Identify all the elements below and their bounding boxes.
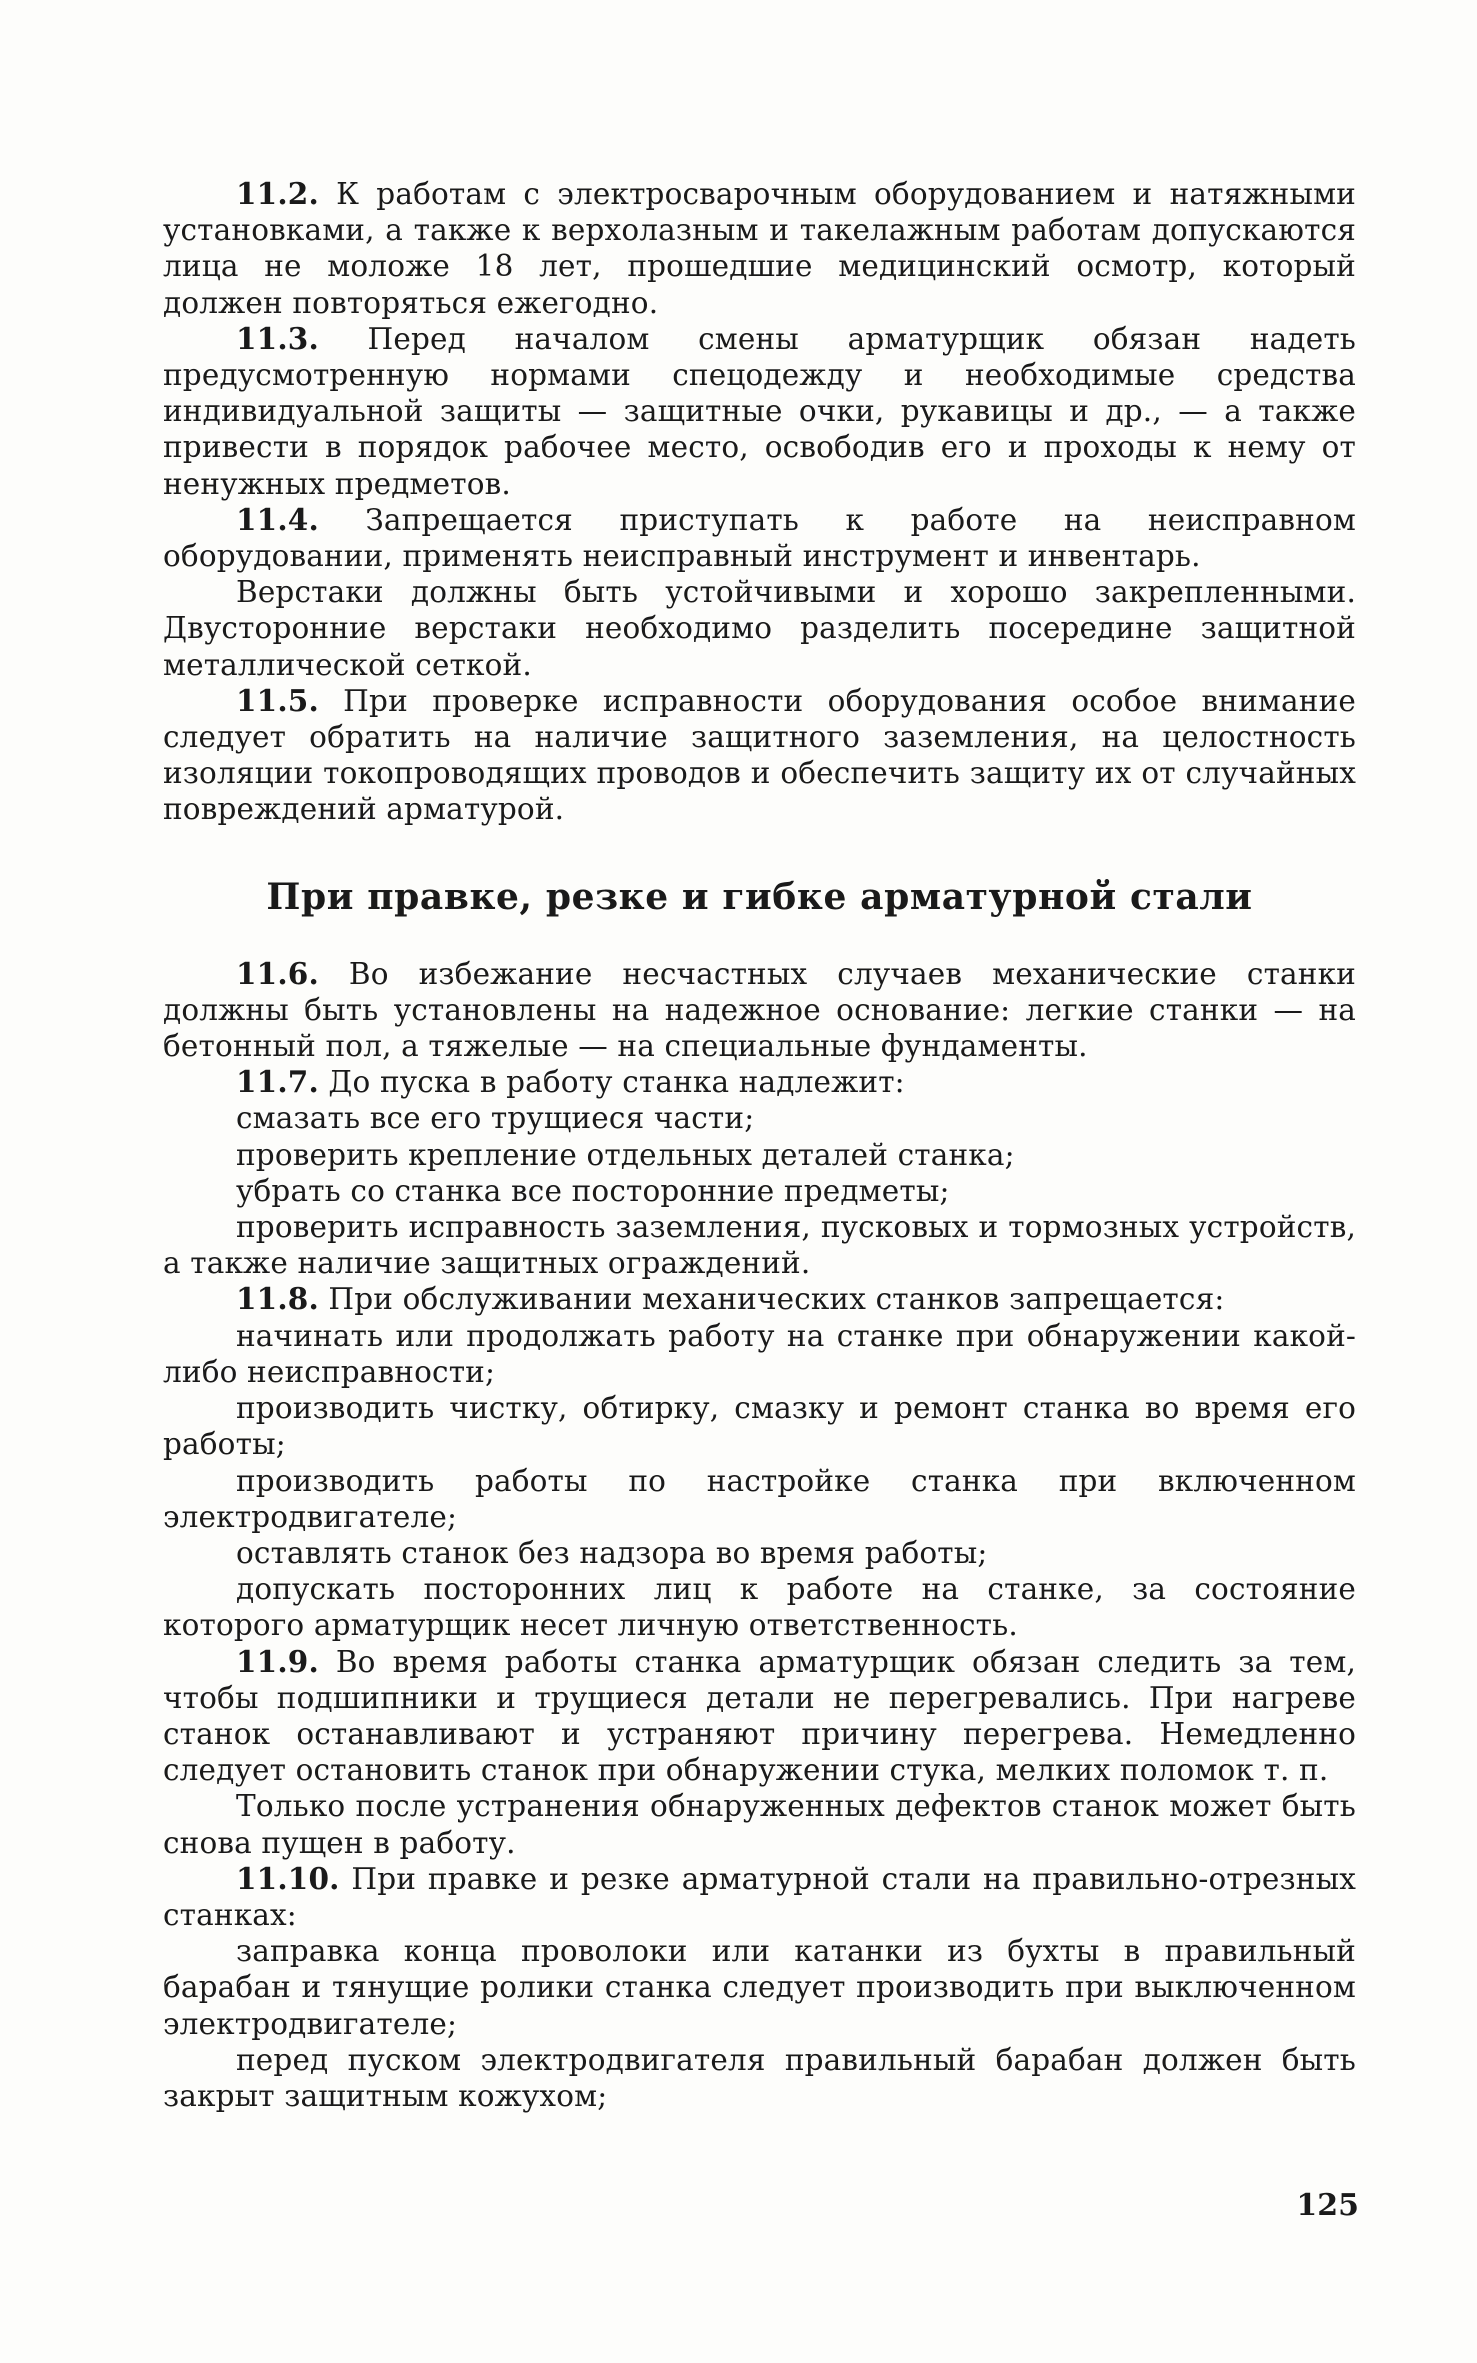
paragraph-text: Верстаки должны быть устойчивыми и хорошо закрепленными. Двусторонние верстаки необходимо разделить посередине защитной металлической сеткой. xyxy=(163,575,1356,682)
paragraph-text: производить работы по настройке станка при включенном электродвигателе; xyxy=(163,1463,1356,1534)
paragraph-text: При обслуживании механических станков запрещается: xyxy=(318,1282,1225,1317)
paragraph xyxy=(163,574,1356,683)
paragraph-text: проверить исправность заземления, пусковых и тормозных устройств, а также наличие защитных ограждений. xyxy=(163,1210,1356,1281)
paragraph-text: К работам с электросварочным оборудованием и натяжными установками, а также к верхолазным и такелажным работам допускаются лица не моложе 18 лет, прошедшие медицинский осмотр, который должен повторяться ежегодно. xyxy=(163,177,1356,320)
section-heading: При правке, резке и гибке арматурной стали xyxy=(266,875,1253,918)
paragraphs-before-heading xyxy=(163,176,1356,828)
paragraph-text: перед пуском электродвигателя правильный барабан должен быть закрыт защитным кожухом; xyxy=(163,2042,1356,2113)
paragraph xyxy=(163,1100,1356,1136)
clause-number: 11.4. xyxy=(236,501,319,537)
paragraph xyxy=(163,1281,1356,1317)
paragraph-text: начинать или продолжать работу на станке при обнаружении какой-либо неисправности; xyxy=(163,1318,1356,1389)
paragraph-text: При правке и резке арматурной стали на правильно-отрезных станках: xyxy=(163,1861,1356,1932)
clause-number: 11.3. xyxy=(236,320,319,356)
paragraph xyxy=(163,1318,1356,1390)
paragraph-text: Во время работы станка арматурщик обязан следить за тем, чтобы подшипники и трущиеся детали не перегревались. При нагреве станок останавливают и устраняют причину перегрева. Немедленно следует остановить станок при обнаружении стука, мелких поломок т. п. xyxy=(163,1644,1356,1788)
paragraph xyxy=(163,321,1356,502)
paragraph xyxy=(163,1933,1356,2042)
paragraph xyxy=(163,1390,1356,1462)
paragraph-text: Только после устранения обнаруженных дефектов станок может быть снова пущен в работу. xyxy=(163,1789,1356,1860)
paragraph xyxy=(163,2042,1356,2114)
paragraph-text: смазать все его трущиеся части; xyxy=(236,1101,755,1136)
paragraph xyxy=(163,1861,1356,1933)
clause-number: 11.10. xyxy=(236,1860,340,1896)
paragraph xyxy=(163,1064,1356,1100)
paragraph xyxy=(163,1137,1356,1173)
paragraph xyxy=(163,176,1356,321)
clause-number: 11.7. xyxy=(236,1064,319,1100)
paragraph-text: проверить крепление отдельных деталей станка; xyxy=(236,1137,1015,1172)
paragraph xyxy=(163,1463,1356,1535)
paragraph-text: оставлять станок без надзора во время работы; xyxy=(236,1535,988,1570)
body-text xyxy=(163,176,1356,2114)
paragraph xyxy=(163,1571,1356,1643)
clause-number: 11.6. xyxy=(236,955,319,991)
clause-number: 11.2. xyxy=(236,176,319,211)
paragraph-text: Перед началом смены арматурщик обязан надеть предусмотренную нормами спецодежду и необходимые средства индивидуальной защиты — защитные очки, рукавицы и др., — а также привести в порядок рабочее место, освободив его и проходы к нему от ненужных предметов. xyxy=(163,321,1356,501)
paragraphs-after-heading xyxy=(163,956,1356,2115)
paragraph xyxy=(163,1788,1356,1860)
paragraph-text: допускать посторонних лиц к работе на станке, за состояние которого арматурщик несет личную ответственность. xyxy=(163,1572,1356,1643)
paragraph-text: Запрещается приступать к работе на неисправном оборудовании, применять неисправный инструмент и инвентарь. xyxy=(163,502,1356,574)
paragraph-text: Во избежание несчастных случаев механические станки должны быть установлены на надежное основание: легкие станки — на бетонный пол, а тяжелые — на специальные фундаменты. xyxy=(163,956,1356,1064)
page-number: 125 xyxy=(1296,2188,1359,2223)
paragraph xyxy=(163,1535,1356,1571)
paragraph xyxy=(163,1209,1356,1281)
clause-number: 11.5. xyxy=(236,682,319,718)
paragraph xyxy=(163,683,1356,828)
paragraph-text: производить чистку, обтирку, смазку и ремонт станка во время его работы; xyxy=(163,1391,1356,1462)
paragraph-text: При проверке исправности оборудования особое внимание следует обратить на наличие защитного заземления, на целостность изоляции токопроводящих проводов и обеспечить защиту их от случайных повреждений арматурой. xyxy=(163,683,1356,827)
paragraph-text: убрать со станка все посторонние предметы; xyxy=(236,1173,950,1208)
paragraph-text: заправка конца проволоки или катанки из бухты в правильный барабан и тянущие ролики станка следует производить при выключенном электродвигателе; xyxy=(163,1934,1356,2041)
paragraph xyxy=(163,956,1356,1065)
paragraph xyxy=(163,1173,1356,1209)
paragraph-text: До пуска в работу станка надлежит: xyxy=(318,1065,905,1100)
clause-number: 11.8. xyxy=(236,1281,319,1317)
clause-number: 11.9. xyxy=(236,1643,319,1679)
paragraph xyxy=(163,502,1356,574)
paragraph xyxy=(163,1644,1356,1789)
